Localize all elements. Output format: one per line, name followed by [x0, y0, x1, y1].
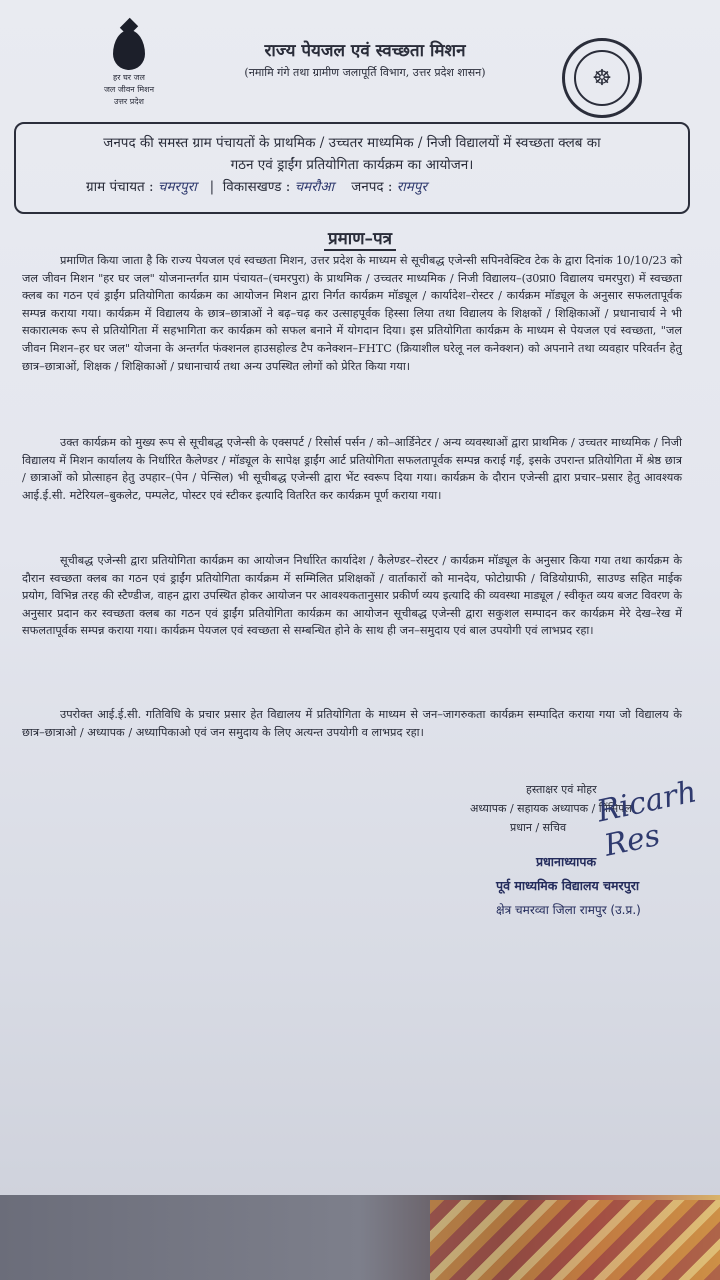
location-line: ग्राम पंचायत : चमरपुरा | विकासखण्ड : चमरौआ जनपद : रामपुर — [86, 179, 427, 195]
gp-label: ग्राम पंचायत : — [86, 179, 154, 195]
logo-line-2: जल जीवन मिशन — [103, 85, 155, 94]
district-label: जनपद : — [351, 179, 393, 195]
subject-line-1: जनपद की समस्त ग्राम पंचायतों के प्राथमिक / उच्चतर माध्यमिक / निजी विद्यालयों में स्वच्छता क्लब का — [103, 135, 601, 151]
paragraph-1-text: प्रमाणित किया जाता है कि राज्य पेयजल एवं स्वच्छता मिशन, उत्तर प्रदेश के माध्यम से सूचीबद्ध एजेन्सी सपिनवेक्टिव टेक के द्वारा दिनांक 10/10/23 को जल जीवन मिशन "हर घर जल" योजनान्तर्गत ग्राम पंचायत–(चमरपुरा) के प्राथमिक / उच्चतर माध्यमिक / निजी विद्यालय–(उ0प्रा0 विद्यालय चमरपुरा) में स्वच्छता क्लब का गठन एवं ड्राईंग प्रतियोगिता कार्यक्रम का आयोजन मिशन द्वारा निर्गत कार्यक्रम मॉड्यूल / कार्यादेश–रोस्टर / कार्यक्रम मॉड्यूल के अनुसार सफलतापूर्वक सम्पन्न कराया गया। कार्यक्रम में विद्यालय के छात्र–छात्राओं ने बढ़–चढ़ कर उत्साहपूर्वक हिस्सा लिया तथा विद्यालय के शिक्षकों / शिक्षिकाओं / प्रधानाचार्य ने भी सकारात्मक रूप से प्रतियोगिता में सहभागिता कर कार्यक्रम को सफल बनाने में योगदान दिया। इस प्रतियोगिता कार्यक्रम के माध्यम से पेयजल एवं स्वच्छता, "जल जीवन मिशन–हर घर जल" योजना के अन्तर्गत फंक्शनल हाउसहोल्ड टैप कनेक्शन–FHTC (क्रियाशील घरेलू नल कनेक्शन) को अपनाने तथा व्यवहार परिवर्तन हेतु छात्र–छात्राओं, शिक्षक / शिक्षिकाओं / प्रधानाचार्य तथा अन्य उपस्थित लोगों को प्रेरित किया गया। — [22, 254, 682, 373]
heading-text: प्रमाण–पत्र — [324, 229, 396, 251]
paragraph-2-text: उक्त कार्यक्रम को मुख्य रूप से सूचीबद्ध एजेन्सी के एक्सपर्ट / रिसोर्स पर्सन / को–आर्डिनेटर / अन्य व्यवस्थाओं द्वारा प्राथमिक / उच्चतर माध्यमिक / निजी विद्यालय में मिशन कार्यालय के निर्धारित कैलेण्डर / मॉड्यूल के सापेक्ष ड्राईंग आर्ट प्रतियोगिता सफलतापूर्वक सम्पन्न कराई गई, इसके उपरान्त प्रतियोगिता में श्रेष्ठ छात्र / छात्राओं को प्रोत्साहन हेतु उपहार–(पेन / पेन्सिल) भी सूचीबद्ध एजेन्सी द्वारा भेंट स्वरूप दिया गया। कार्यक्रम के दौरान एजेन्सी द्वारा प्रचार–प्रसार हेतु आवश्यक आई.ई.सी. मटेरियल–बुकलेट, पम्पलेट, पोस्टर एवं स्टीकर इत्यादि वितरित कर कार्यक्रम पूर्ण कराया गया। — [22, 436, 682, 502]
block-value: चमरौआ — [294, 179, 335, 195]
fabric-pattern — [430, 1200, 720, 1280]
paragraph-3-text: सूचीबद्ध एजेन्सी द्वारा प्रतियोगिता कार्यक्रम का आयोजन निर्धारित कार्यादेश / कैलेण्डर–रोस्टर / कार्यक्रम मॉड्यूल के अनुसार किया गया तथा कार्यक्रम के दौरान स्वच्छता क्लब का गठन एवं ड्राईंग प्रतियोगिता कार्यक्रम में सम्मिलित प्रशिक्षकों / वार्ताकारों को मानदेय, फोटोग्राफी / विडियोग्राफी, साउण्ड सहित माईक प्रयोग, विभिन्न तरह की स्टैण्डीज, वाहन द्वारा उपस्थित होकर आयोजन पर आवश्यकतानुसार प्रकीर्ण व्यय इत्यादि की व्यवस्था माड्यूल / स्वीकृत व्यय बजट विवरण के अनुसार प्रदान कर स्वच्छता क्लब का गठन एवं ड्राईंग प्रतियोगिता कार्यक्रम का आयोजन सूचीबद्ध एजेन्सी द्वारा सकुशल सम्पादन कर कार्यक्रम मेरे देख–रेख में सफलतापूर्वक सम्पन्न कराया गया। कार्यक्रम पेयजल एवं स्वच्छता से सम्बन्धित होने के साथ ही जन–समुदाय एवं बाल उपयोगी एवं लाभप्रद रहा। — [22, 554, 682, 638]
logo-line-1: हर घर जल — [113, 73, 145, 82]
mission-title: राज्य पेयजल एवं स्वच्छता मिशन — [264, 41, 466, 61]
certificate-heading — [0, 226, 720, 249]
header-title-block — [170, 38, 560, 80]
up-government-seal — [562, 38, 642, 118]
mission-subtitle: (नमामि गंगे तथा ग्रामीण जलापूर्ति विभाग, उत्तर प्रदेश शासन) — [244, 66, 486, 79]
subject-line-2: गठन एवं ड्राईंग प्रतियोगिता कार्यक्रम का आयोजन। — [230, 157, 474, 173]
logo-line-3: उत्तर प्रदेश — [114, 97, 144, 106]
stamp-line-2: पूर्व माध्यमिक विद्यालय चमरपुरा — [496, 878, 640, 893]
sign-line-2: अध्यापक / सहायक अध्यापक / प्रिंसिपल — [470, 802, 632, 815]
har-ghar-jal-logo — [98, 30, 160, 106]
paragraph-2 — [22, 434, 682, 504]
paragraph-1 — [22, 252, 682, 375]
stamp-line-1: प्रधानाध्यापक — [536, 854, 597, 869]
district-value: रामपुर — [396, 179, 427, 195]
seal-emblem-icon: ☸ — [574, 50, 630, 106]
water-drop-icon — [113, 30, 145, 70]
school-stamp — [496, 850, 716, 922]
gp-value: चमरपुरा — [157, 179, 197, 195]
paragraph-4-text: उपरोक्त आई.ई.सी. गतिविधि के प्रचार प्रसार हेत विद्यालय में प्रतियोगिता के माध्यम से जन–जागरुकता कार्यक्रम सम्पादित कराया गया जो विद्यालय के छात्र–छात्राओ / अध्यापक / अध्यापिकाओ एवं जन समुदाय के लिए अत्यन्त उपयोगी व लाभप्रद रहा। — [22, 708, 682, 739]
stamp-line-3: क्षेत्र चमरव्वा जिला रामपुर (उ.प्र.) — [496, 903, 641, 917]
paragraph-3 — [22, 552, 682, 640]
sign-line-3: प्रधान / सचिव — [510, 821, 567, 834]
paragraph-4 — [22, 706, 682, 741]
sign-line-1: हस्ताक्षर एवं मोहर — [526, 783, 597, 796]
handwritten-signature: Ricarh Res — [594, 774, 700, 864]
subject-box — [14, 122, 690, 214]
block-label: विकासखण्ड : — [222, 179, 291, 195]
